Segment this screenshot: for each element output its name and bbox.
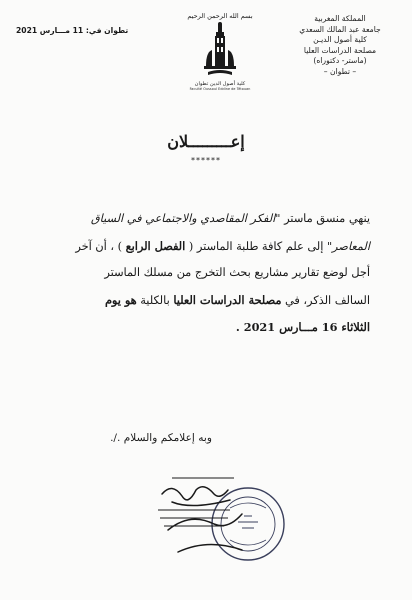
- letterhead-institution: [284, 14, 396, 77]
- round-stamp: [212, 488, 284, 560]
- title-ornament: ******: [191, 156, 221, 165]
- university-name: جامعة عبد المالك السعدي: [299, 24, 381, 34]
- programs-note: (ماستر- دكتوراه): [313, 56, 367, 65]
- body-line-1: ينهي منسق ماستر "الفكر المقاصدي والاجتماعي في السياق: [90, 212, 370, 225]
- faculty-logo-caption: كلية أصول الدين تطوان: [194, 81, 246, 87]
- announcement-body: [40, 206, 370, 342]
- kingdom-name: المملكة المغربية: [314, 14, 366, 23]
- city-line: – تطوان –: [323, 66, 357, 76]
- service-highlight: مصلحة الدراسات العليا: [173, 292, 282, 307]
- faculty-name: كلية أصول الديـن: [313, 35, 367, 44]
- faculty-logo-block: [180, 12, 260, 91]
- service-name: مصلحة الدراسات العليا: [303, 45, 377, 55]
- faculty-logo-icon: [202, 22, 238, 80]
- faculty-logo-caption-fr: Faculté Oussoul Eddine de Tétouan: [189, 87, 251, 91]
- signature-block: [138, 472, 308, 582]
- body-line-3: أجل لوضع تقارير مشاريع بحث التخرج من مسلك الماستر: [104, 266, 370, 279]
- body-line-2: المعاصر" إلى علم كافة طلبة الماستر ( الفصل الرابع ) ، أن آخر: [75, 238, 370, 253]
- handwritten-signature: [162, 487, 242, 552]
- city-name: تطوان: [330, 66, 350, 76]
- deadline-line: الثلاثاء 16 مـــارس 2021 .: [235, 320, 370, 334]
- semester-label: الفصل الرابع: [125, 238, 186, 253]
- date-line: تطوان في: 11 مـــارس 2021: [16, 26, 129, 35]
- basmala: بسم الله الرحمن الرحيم: [187, 12, 253, 20]
- body-line-4: السالف الذكر، في مصلحة الدراسات العليا بالكلية هو يوم: [104, 292, 370, 307]
- closing-greeting: وبه إعلامكم والسلام ./.: [110, 432, 212, 444]
- announcement-title: إعـــــــــلان: [167, 132, 245, 151]
